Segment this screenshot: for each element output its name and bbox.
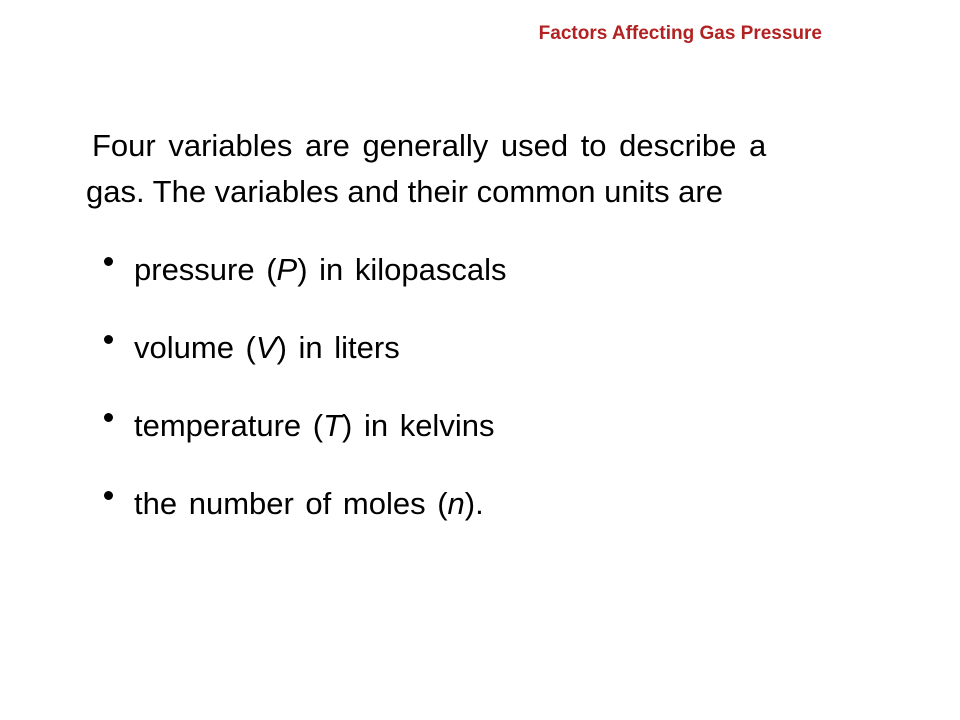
bullet-text-before: the number of moles ( bbox=[134, 486, 448, 521]
variable-symbol: V bbox=[255, 330, 277, 365]
intro-line-2: gas. The variables and their common units are bbox=[86, 174, 723, 209]
bullet-text-before: volume ( bbox=[134, 330, 256, 365]
bullet-text-after: ) in kelvins bbox=[342, 408, 495, 443]
slide-title: Factors Affecting Gas Pressure bbox=[538, 23, 822, 44]
bullet-text-after: ) in liters bbox=[276, 330, 400, 365]
intro-line-1: Four variables are generally used to describe a bbox=[92, 128, 767, 163]
bullet-text bbox=[134, 326, 400, 370]
bullet-text-after: ). bbox=[464, 486, 484, 521]
bullet-icon bbox=[104, 257, 113, 266]
bullet-text-before: pressure ( bbox=[134, 252, 277, 287]
bullet-text-before: temperature ( bbox=[134, 408, 324, 443]
bullet-text-after: ) in kilopascals bbox=[297, 252, 507, 287]
bullet-text bbox=[134, 404, 494, 448]
bullet-icon bbox=[104, 335, 113, 344]
bullet-icon bbox=[104, 491, 113, 500]
bullet-icon bbox=[104, 413, 113, 422]
intro-paragraph bbox=[86, 123, 886, 215]
bullet-text bbox=[134, 482, 484, 526]
variable-symbol: n bbox=[447, 486, 465, 521]
variable-symbol: T bbox=[323, 408, 343, 443]
variable-symbol: P bbox=[276, 252, 298, 287]
bullet-text bbox=[134, 248, 507, 292]
